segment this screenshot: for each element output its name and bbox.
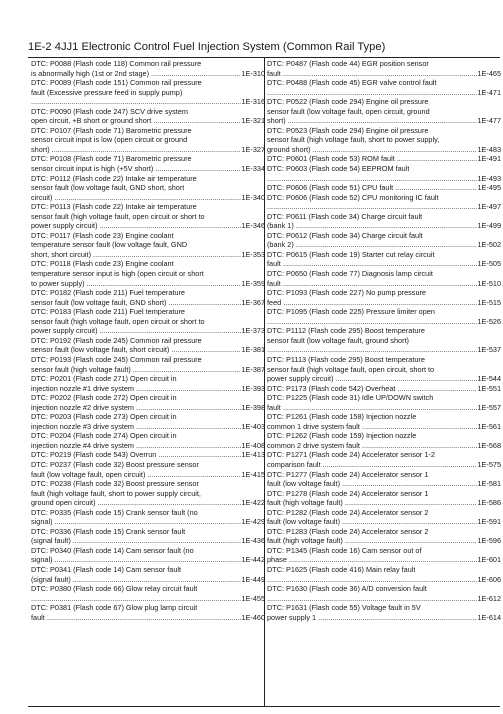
toc-entry-text: DTC: P0219 (Flash code 543) Overrun ..... <box>31 450 241 460</box>
toc-entry[interactable] <box>267 78 501 97</box>
toc-page-number: 1E-505 <box>477 259 501 269</box>
toc-page-number: 1E-502 <box>477 240 501 250</box>
toc-entry[interactable] <box>31 307 265 336</box>
toc-entry-text: DTC: P0381 (Flash code 67) Glow plug lamp circuit <box>31 603 198 613</box>
toc-page-number: 1E-359 <box>241 278 265 288</box>
toc-entry-text: DTC: P0201 (Flash code 271) Open circuit in <box>31 374 177 384</box>
toc-entry-text: DTC: P1225 (Flash code 31) Idle UP/DOWN switch <box>267 393 434 403</box>
toc-page-number: 1E-429 <box>241 517 265 527</box>
toc-entry-text: DTC: P1262 (Flash code 159) Injection nozzle <box>267 431 417 441</box>
toc-entry-text: injection nozzle #1 drive system ..... <box>31 384 241 394</box>
toc-entry-text: short) ..... <box>31 145 241 155</box>
toc-page-number: 1E-471 <box>477 87 501 97</box>
toc-entry-text: fault (high voltage fault) ..... <box>267 536 477 546</box>
toc-entry-text: DTC: P0488 (Flash code 45) EGR valve control fault <box>267 78 437 88</box>
toc-entry-text: DTC: P0601 (Flash code 53) ROM fault ..... <box>267 154 477 164</box>
toc-entry-text: DTC: P1113 (Flash code 295) Boost temperature <box>267 354 425 364</box>
toc-page-number: 1E-460 <box>241 612 265 622</box>
toc-entry-text <box>267 88 477 98</box>
toc-column-left <box>31 59 265 622</box>
toc-entry-text: DTC: P1630 (Flash code 36) A/D conversion fault <box>267 584 427 594</box>
toc-entry[interactable] <box>267 59 501 78</box>
toc-entry-text: injection nozzle #2 drive system ..... <box>31 403 241 413</box>
toc-entry[interactable] <box>31 78 265 107</box>
toc-entry-text: DTC: P0611 (Flash code 34) Charge circuit fault <box>267 211 423 221</box>
toc-page-number: 1E-568 <box>477 440 501 450</box>
toc-entry-text: DTC: P0088 (Flash code 118) Common rail pressure <box>31 59 202 68</box>
toc-entry-text: DTC: P1095 (Flash code 225) Pressure limiter open <box>267 307 435 317</box>
toc-entry-text: (bank 2) ..... <box>267 240 477 250</box>
toc-page-number: 1E-367 <box>241 297 265 307</box>
toc-entry-text <box>267 575 477 585</box>
toc-entry-text: temperature sensor fault (low voltage fault, GND <box>31 240 188 250</box>
toc-entry[interactable] <box>267 527 501 546</box>
toc-entry-text: injection nozzle #4 drive system ..... <box>31 441 241 451</box>
toc-entry-text: DTC: P0107 (Flash code 71) Barometric pressure <box>31 125 192 135</box>
toc-entry[interactable] <box>267 603 501 622</box>
toc-page-number: 1E-310 <box>241 68 265 78</box>
toc-entry-text: DTC: P0112 (Flash code 22) Intake air temperature <box>31 173 197 183</box>
toc-entry-text: fault (low voltage fault) ..... <box>267 517 477 527</box>
toc-entry-text: fault ..... <box>267 69 477 79</box>
toc-entry-text: injection nozzle #3 drive system ..... <box>31 422 241 432</box>
toc-entry-text: sensor fault (high voltage fault, open circuit or short to <box>31 316 205 326</box>
toc-entry-text: (signal fault) ..... <box>31 575 241 585</box>
toc-entry[interactable] <box>267 193 501 212</box>
toc-page-number: 1E-551 <box>477 383 501 393</box>
toc-entry[interactable] <box>267 97 501 126</box>
toc-entry-text: phase ..... <box>267 555 477 565</box>
toc-entry[interactable] <box>31 393 265 412</box>
toc-page-number: 1E-393 <box>241 383 265 393</box>
toc-entry-text: fault (low voltage fault) ..... <box>267 479 477 489</box>
toc-entry-text: DTC: P0523 (Flash code 294) Engine oil pressure <box>267 125 429 135</box>
toc-entry-text: circuit) ..... <box>31 193 241 203</box>
toc-entry[interactable] <box>31 126 265 155</box>
toc-entry-text: DTC: P0193 (Flash code 245) Common rail pressure <box>31 354 202 364</box>
toc-entry-text: is abnormally high (1st or 2nd stage) ..... <box>31 69 241 79</box>
toc-entry-text: DTC: P0340 (Flash code 14) Cam sensor fault (no <box>31 545 194 555</box>
toc-page-number: 1E-493 <box>477 173 501 183</box>
toc-entry-text: to power supply) ..... <box>31 279 241 289</box>
toc-entry-text: sensor fault (low voltage fault, short circuit) ..... <box>31 345 241 355</box>
toc-entry[interactable] <box>267 393 501 412</box>
toc-entry-text: DTC: P0615 (Flash code 19) Starter cut relay circuit <box>267 249 435 259</box>
toc-entry-text: DTC: P0182 (Flash code 211) Fuel temperature <box>31 288 185 298</box>
toc-entry-text: DTC: P1093 (Flash code 227) No pump pressure <box>267 288 426 298</box>
toc-entry-text: DTC: P0336 (Flash code 15) Crank sensor fault <box>31 526 186 536</box>
toc-page-number: 1E-346 <box>241 221 265 231</box>
toc-entry[interactable] <box>267 231 501 250</box>
toc-entry-text: short, short circuit) ..... <box>31 250 241 260</box>
toc-entry-text: sensor circuit input is high (+5V short) ..... <box>31 164 241 174</box>
toc-entry-text: temperature sensor input is high (open circuit or short <box>31 269 204 279</box>
toc-page-number: 1E-334 <box>241 164 265 174</box>
toc-page-number: 1E-353 <box>241 249 265 259</box>
toc-page-number: 1E-614 <box>477 612 501 622</box>
toc-page-number: 1E-316 <box>241 97 265 107</box>
toc-page-number: 1E-515 <box>477 297 501 307</box>
toc-entry[interactable] <box>31 527 265 546</box>
toc-page-number: 1E-497 <box>477 202 501 212</box>
toc-entry-text: sensor fault (high voltage fault, open circuit, short to <box>267 364 435 374</box>
toc-page-number: 1E-544 <box>477 374 501 384</box>
toc-entry[interactable] <box>267 250 501 269</box>
toc-entry[interactable] <box>267 355 501 384</box>
toc-entry[interactable] <box>267 508 501 527</box>
toc-entry[interactable] <box>31 107 265 126</box>
toc-page-number: 1E-465 <box>477 68 501 78</box>
toc-entry[interactable] <box>267 212 501 231</box>
toc-entry-text: DTC: P0606 (Flash code 51) CPU fault ..... <box>267 183 477 193</box>
toc-page-number: 1E-586 <box>477 498 501 508</box>
toc-entry-text: DTC: P0192 (Flash code 245) Common rail pressure <box>31 335 202 345</box>
footer-rule <box>28 706 500 707</box>
toc-entry-text: (bank 1) ..... <box>267 221 477 231</box>
toc-entry-text: ground open circuit) ..... <box>31 498 241 508</box>
toc-entry-text: sensor fault (high voltage fault, short to power supply, <box>267 135 440 145</box>
toc-entry[interactable] <box>31 450 265 460</box>
toc-entry-text: sensor fault (low voltage fault, open circuit, ground <box>267 106 430 116</box>
toc-entry[interactable] <box>267 546 501 565</box>
page-title: 1E-2 4JJ1 Electronic Control Fuel Injection System (Common Rail Type) <box>28 41 386 53</box>
toc-entry-text: DTC: P0117 (Flash code 23) Engine coolant <box>31 230 174 240</box>
toc-entry[interactable] <box>31 231 265 260</box>
toc-entry[interactable] <box>31 355 265 374</box>
toc-entry-text: fault (low voltage fault, open circuit) ..... <box>31 470 241 480</box>
toc-entry[interactable] <box>267 288 501 307</box>
toc-page-number: 1E-373 <box>241 326 265 336</box>
toc-page-number: 1E-408 <box>241 440 265 450</box>
toc-entry[interactable] <box>31 508 265 527</box>
toc-page-number: 1E-422 <box>241 498 265 508</box>
toc-page-number: 1E-557 <box>477 402 501 412</box>
toc-entry-text: DTC: P1277 (Flash code 24) Accelerator sensor 1 <box>267 469 429 479</box>
toc-entry-text: DTC: P0203 (Flash code 273) Open circuit in <box>31 412 177 422</box>
toc-entry[interactable] <box>267 412 501 431</box>
toc-entry[interactable] <box>267 384 501 394</box>
toc-entry[interactable] <box>31 565 265 584</box>
toc-entry-text: DTC: P0238 (Flash code 32) Boost pressure sensor <box>31 479 199 489</box>
toc-entry-text: DTC: P1261 (Flash code 158) Injection nozzle <box>267 412 417 422</box>
toc-entry-text: DTC: P1112 (Flash code 295) Boost temperature <box>267 326 425 336</box>
toc-entry-text <box>267 345 477 355</box>
toc-page-number: 1E-398 <box>241 402 265 412</box>
toc-entry-text: fault (high voltage fault) ..... <box>267 498 477 508</box>
toc-entry-text: DTC: P0606 (Flash code 52) CPU monitoring IC fault <box>267 192 439 202</box>
toc-page-number: 1E-612 <box>477 593 501 603</box>
toc-entry-text: sensor fault (low voltage fault, ground short) <box>267 335 409 345</box>
toc-entry[interactable] <box>31 412 265 431</box>
toc-entry[interactable] <box>267 307 501 326</box>
toc-entry-text: power supply circuit) ..... <box>31 326 241 336</box>
toc-entry[interactable] <box>31 546 265 565</box>
toc-entry-text: DTC: P1345 (Flash code 16) Cam sensor out of <box>267 545 422 555</box>
toc-entry[interactable] <box>31 59 265 78</box>
toc-page-number: 1E-381 <box>241 345 265 355</box>
toc-page-number: 1E-483 <box>477 144 501 154</box>
toc-page-number: 1E-591 <box>477 517 501 527</box>
toc-entry-text: fault ..... <box>31 613 241 623</box>
toc-entry[interactable] <box>31 479 265 508</box>
toc-entry-text: DTC: P1283 (Flash code 24) Accelerator sensor 2 <box>267 526 429 536</box>
toc-entry[interactable] <box>31 154 265 173</box>
toc-page-number: 1E-526 <box>477 316 501 326</box>
toc-entry[interactable] <box>267 584 501 603</box>
toc-entry-text: fault (high voltage fault, short to power supply circuit, <box>31 488 201 498</box>
toc-page-number: 1E-340 <box>241 192 265 202</box>
toc-entry-text: DTC: P0603 (Flash code 54) EEPROM fault <box>267 164 410 174</box>
toc-entry-text: fault (Excessive pressure feed in supply pump) <box>31 87 183 97</box>
toc-page-number: 1E-491 <box>477 154 501 164</box>
toc-entry[interactable] <box>31 431 265 450</box>
toc-page-number: 1E-495 <box>477 183 501 193</box>
toc-entry[interactable] <box>267 489 501 508</box>
toc-entry-text: sensor fault (low voltage fault, GND short, short <box>31 183 185 193</box>
toc-entry[interactable] <box>31 374 265 393</box>
toc-entry-text: comparison fault ..... <box>267 460 477 470</box>
toc-page-number: 1E-575 <box>477 459 501 469</box>
toc-entry[interactable] <box>31 288 265 307</box>
toc-entry-text <box>31 97 241 107</box>
toc-entry[interactable] <box>267 164 501 183</box>
toc-entry[interactable] <box>267 470 501 489</box>
toc-entry-text: sensor circuit input is low (open circuit or ground <box>31 135 188 145</box>
toc-entry[interactable] <box>267 431 501 450</box>
toc-entry-text: common 1 drive system fault ..... <box>267 422 477 432</box>
toc-entry-text: DTC: P0522 (Flash code 294) Engine oil pressure <box>267 97 429 107</box>
toc-entry[interactable] <box>31 584 265 603</box>
toc-entry-text <box>267 202 477 212</box>
toc-entry-text: DTC: P1631 (Flash code 55) Voltage fault in 5V <box>267 603 421 613</box>
toc-entry[interactable] <box>267 450 501 469</box>
toc-entry-text: DTC: P1282 (Flash code 24) Accelerator sensor 2 <box>267 507 429 517</box>
toc-page-number: 1E-499 <box>477 221 501 231</box>
toc-entry-text: ground short) ..... <box>267 145 477 155</box>
toc-page-number: 1E-415 <box>241 469 265 479</box>
toc-entry-text: DTC: P0335 (Flash code 15) Crank sensor fault (no <box>31 507 198 517</box>
toc-entry-text <box>31 594 241 604</box>
toc-entry-text <box>267 174 477 184</box>
toc-entry-text: DTC: P0183 (Flash code 211) Fuel temperature <box>31 307 185 317</box>
toc-entry[interactable] <box>31 336 265 355</box>
toc-entry[interactable] <box>31 202 265 231</box>
toc-entry[interactable] <box>267 154 501 164</box>
toc-entry[interactable] <box>267 183 501 193</box>
toc-page-number: 1E-321 <box>241 116 265 126</box>
toc-entry-text: short) ..... <box>267 116 477 126</box>
toc-entry-text: power supply circuit) ..... <box>267 374 477 384</box>
toc-page-number: 1E-537 <box>477 345 501 355</box>
toc-entry-text: DTC: P0612 (Flash code 34) Charge circuit fault <box>267 230 423 240</box>
toc-entry[interactable] <box>267 565 501 584</box>
toc-page-number: 1E-413 <box>241 450 265 460</box>
toc-entry-text: fault ..... <box>267 279 477 289</box>
toc-entry[interactable] <box>267 269 501 288</box>
toc-entry-text: DTC: P0650 (Flash code 77) Diagnosis lamp circuit <box>267 269 433 279</box>
toc-entry-text: DTC: P0380 (Flash code 66) Glow relay circuit fault <box>31 584 198 594</box>
toc-page-number: 1E-606 <box>477 574 501 584</box>
toc-entry-text: signal) ..... <box>31 555 241 565</box>
toc-entry-text: open circuit, +B short or ground short ..... <box>31 116 241 126</box>
toc-page-number: 1E-596 <box>477 536 501 546</box>
toc-entry[interactable] <box>267 126 501 155</box>
toc-page-number: 1E-449 <box>241 574 265 584</box>
toc-entry-text: DTC: P0113 (Flash code 22) Intake air temperature <box>31 202 197 212</box>
toc-entry-text: DTC: P0341 (Flash code 14) Cam sensor fault <box>31 564 182 574</box>
toc-entry-text: feed ..... <box>267 298 477 308</box>
toc-page-number: 1E-436 <box>241 536 265 546</box>
toc-entry-text: DTC: P1625 (Flash code 416) Main relay fault <box>267 564 416 574</box>
toc-page-number: 1E-442 <box>241 555 265 565</box>
toc-entry-text: fault ..... <box>267 403 477 413</box>
toc-entry-text: DTC: P0202 (Flash code 272) Open circuit in <box>31 393 177 403</box>
toc-entry-text: sensor fault (low voltage fault, GND short) ..... <box>31 298 241 308</box>
toc-entry-text: DTC: P1278 (Flash code 24) Accelerator sensor 1 <box>267 488 429 498</box>
toc-page-number: 1E-327 <box>241 144 265 154</box>
toc-entry-text: power supply circuit) ..... <box>31 221 241 231</box>
toc-entry[interactable] <box>31 259 265 288</box>
toc-entry-text: DTC: P1271 (Flash code 24) Accelerator sensor 1-2 <box>267 450 435 460</box>
toc-entry[interactable] <box>31 603 265 622</box>
toc-entry-text: fault ..... <box>267 259 477 269</box>
toc-entry-text: (signal fault) ..... <box>31 536 241 546</box>
toc-entry-text <box>267 594 477 604</box>
toc-entry-text: DTC: P0237 (Flash code 32) Boost pressure sensor <box>31 459 199 469</box>
toc-entry[interactable] <box>267 326 501 355</box>
toc-page-number: 1E-455 <box>241 593 265 603</box>
toc-page-number: 1E-477 <box>477 116 501 126</box>
toc-page-number: 1E-601 <box>477 555 501 565</box>
toc-entry-text: power supply 1 ..... <box>267 613 477 623</box>
toc-entry[interactable] <box>31 460 265 479</box>
toc-entry-text: common 2 drive system fault ..... <box>267 441 477 451</box>
toc-entry-text: DTC: P0090 (Flash code 247) SCV drive system <box>31 106 188 116</box>
toc-page-number: 1E-387 <box>241 364 265 374</box>
toc-entry-text: sensor fault (high voltage fault, open circuit or short to <box>31 211 205 221</box>
toc-entry-text: DTC: P0089 (Flash code 151) Common rail pressure <box>31 78 202 88</box>
toc-entry-text: signal) ..... <box>31 517 241 527</box>
toc-entry[interactable] <box>31 174 265 203</box>
toc-entry-text <box>267 317 477 327</box>
toc-entry-text: DTC: P0204 (Flash code 274) Open circuit in <box>31 431 177 441</box>
toc-column-right <box>267 59 501 622</box>
toc-page-number: 1E-510 <box>477 278 501 288</box>
toc-entry-text: DTC: P1173 (Flash code 542) Overheat ..... <box>267 384 477 394</box>
toc-page-number: 1E-403 <box>241 421 265 431</box>
toc-page-number: 1E-561 <box>477 421 501 431</box>
toc-entry-text: DTC: P0108 (Flash code 71) Barometric pressure <box>31 154 192 164</box>
toc-page-number: 1E-581 <box>477 479 501 489</box>
toc-entry-text: DTC: P0487 (Flash code 44) EGR position sensor <box>267 59 429 68</box>
toc-entry-text: sensor fault (high voltage fault) ..... <box>31 365 241 375</box>
toc-entry-text: DTC: P0118 (Flash code 23) Engine coolant <box>31 259 174 269</box>
